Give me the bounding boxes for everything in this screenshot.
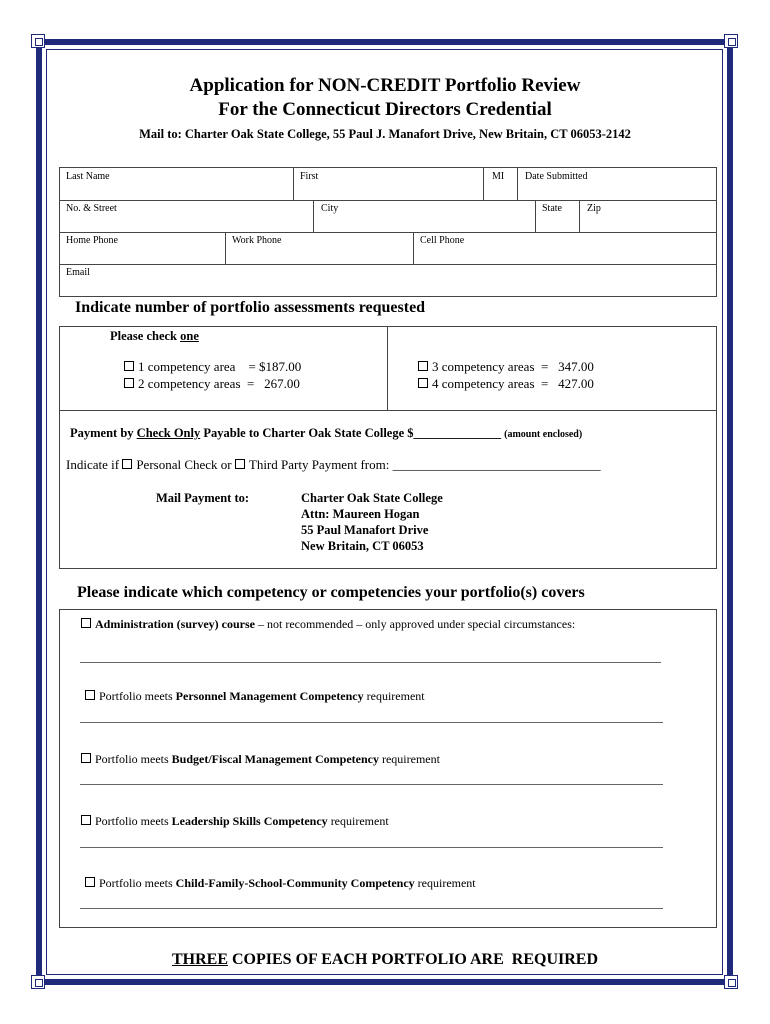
checkbox-icon[interactable] bbox=[81, 753, 91, 763]
payment-address-line: Charter Oak State College bbox=[301, 491, 443, 505]
city-field[interactable]: City bbox=[321, 203, 339, 214]
row-divider bbox=[59, 232, 717, 233]
checkbox-icon[interactable] bbox=[124, 378, 134, 388]
checkbox-icon[interactable] bbox=[81, 618, 91, 628]
option-1-competency[interactable]: 1 competency area = $187.00 bbox=[124, 359, 301, 375]
col-divider bbox=[579, 200, 580, 232]
first-name-field[interactable]: First bbox=[300, 171, 319, 182]
mail-payment-label: Mail Payment to: bbox=[156, 491, 250, 505]
checkbox-icon[interactable] bbox=[418, 378, 428, 388]
street-field[interactable]: No. & Street bbox=[66, 203, 117, 214]
checkbox-icon[interactable] bbox=[418, 361, 428, 371]
amount-blank[interactable]: ______________ bbox=[413, 426, 502, 440]
competency-leadership[interactable]: Portfolio meets Leadership Skills Competency requirement bbox=[81, 814, 389, 829]
admin-course-option[interactable]: Administration (survey) course – not recommended – only approved under special circumstances: bbox=[81, 617, 575, 632]
answer-line[interactable] bbox=[80, 908, 663, 909]
col-divider bbox=[293, 167, 294, 200]
payment-address-line: New Britain, CT 06053 bbox=[301, 539, 424, 553]
col-divider bbox=[225, 232, 226, 264]
corner-ornament-bottom-right bbox=[724, 975, 738, 989]
answer-line[interactable] bbox=[80, 847, 663, 848]
date-submitted-field[interactable]: Date Submitted bbox=[525, 171, 588, 182]
checkbox-icon[interactable] bbox=[124, 361, 134, 371]
competencies-heading: Please indicate which competency or competencies your portfolio(s) covers bbox=[77, 584, 585, 601]
please-check-one: Please check one bbox=[110, 329, 199, 343]
checkbox-icon[interactable] bbox=[81, 815, 91, 825]
col-divider bbox=[483, 167, 484, 200]
col-divider bbox=[535, 200, 536, 232]
personal-check-checkbox[interactable] bbox=[122, 459, 132, 469]
payment-address-line: 55 Paul Manafort Drive bbox=[301, 523, 429, 537]
competency-budget[interactable]: Portfolio meets Budget/Fiscal Management Competency requirement bbox=[81, 752, 440, 767]
col-divider bbox=[313, 200, 314, 232]
home-phone-field[interactable]: Home Phone bbox=[66, 235, 118, 246]
checkbox-icon[interactable] bbox=[85, 690, 95, 700]
last-name-field[interactable]: Last Name bbox=[66, 171, 110, 182]
option-4-competencies[interactable]: 4 competency areas = 427.00 bbox=[418, 376, 594, 392]
corner-ornament-top-right bbox=[724, 34, 738, 48]
answer-line[interactable] bbox=[80, 784, 663, 785]
middle-initial-field[interactable]: MI bbox=[492, 171, 505, 182]
state-field[interactable]: State bbox=[542, 203, 562, 214]
work-phone-field[interactable]: Work Phone bbox=[232, 235, 282, 246]
corner-ornament-top-left bbox=[31, 34, 45, 48]
payment-divider bbox=[59, 410, 717, 411]
zip-field[interactable]: Zip bbox=[587, 203, 601, 214]
cell-phone-field[interactable]: Cell Phone bbox=[420, 235, 465, 246]
assessment-col-divider bbox=[387, 326, 388, 411]
payment-address-line: Attn: Maureen Hogan bbox=[301, 507, 420, 521]
answer-line[interactable] bbox=[80, 662, 661, 663]
form-title-line2: For the Connecticut Directors Credential bbox=[218, 99, 552, 120]
payment-line: Payment by Check Only Payable to Charter Oak State College $______________ (amount enclosed) bbox=[70, 426, 583, 440]
row-divider bbox=[59, 200, 717, 201]
mail-to-address: Mail to: Charter Oak State College, 55 Paul J. Manafort Drive, New Britain, CT 06053-2142 bbox=[139, 127, 631, 141]
assessments-heading: Indicate number of portfolio assessments requested bbox=[75, 299, 426, 316]
answer-line[interactable] bbox=[80, 722, 663, 723]
third-party-checkbox[interactable] bbox=[235, 459, 245, 469]
corner-ornament-bottom-left bbox=[31, 975, 45, 989]
col-divider bbox=[413, 232, 414, 264]
col-divider bbox=[517, 167, 518, 200]
competency-personnel[interactable]: Portfolio meets Personnel Management Competency requirement bbox=[85, 689, 425, 704]
form-title-line1: Application for NON-CREDIT Portfolio Review bbox=[189, 75, 581, 96]
payment-type-line: Indicate if Personal Check or Third Party Payment from: ________________________________ bbox=[66, 457, 601, 472]
row-divider bbox=[59, 264, 717, 265]
email-field[interactable]: Email bbox=[66, 267, 90, 278]
third-party-blank[interactable]: ________________________________ bbox=[392, 457, 601, 472]
competency-child-family[interactable]: Portfolio meets Child-Family-School-Community Competency requirement bbox=[85, 876, 476, 891]
checkbox-icon[interactable] bbox=[85, 877, 95, 887]
footer-notice: THREE COPIES OF EACH PORTFOLIO ARE REQUIRED bbox=[171, 951, 598, 968]
option-2-competencies[interactable]: 2 competency areas = 267.00 bbox=[124, 376, 300, 392]
option-3-competencies[interactable]: 3 competency areas = 347.00 bbox=[418, 359, 594, 375]
